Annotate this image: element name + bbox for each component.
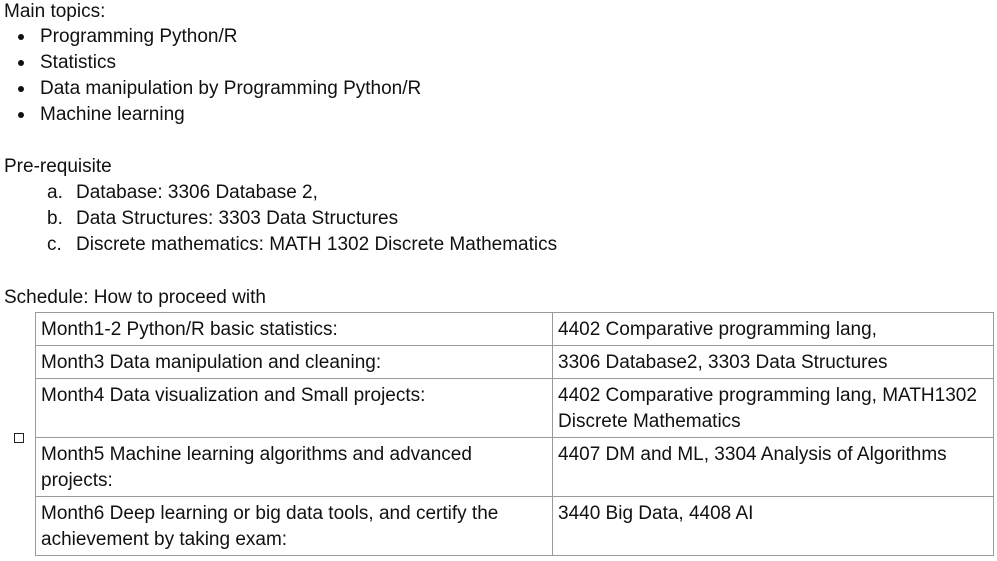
table-row bbox=[36, 313, 994, 346]
bullet-icon bbox=[18, 86, 24, 92]
table-row bbox=[36, 346, 994, 379]
prerequisite-label: Data Structures: 3303 Data Structures bbox=[76, 208, 399, 229]
schedule-courses-cell: 4407 DM and ML, 3304 Analysis of Algorithms bbox=[553, 438, 994, 497]
topic-label: Machine learning bbox=[40, 104, 185, 125]
list-marker: a. bbox=[47, 182, 63, 203]
prerequisite-label: Discrete mathematics: MATH 1302 Discrete Mathematics bbox=[76, 234, 558, 255]
schedule-topic-cell: Month4 Data visualization and Small projects: bbox=[36, 379, 553, 438]
bullet-icon bbox=[18, 60, 24, 66]
topic-label: Statistics bbox=[40, 52, 117, 73]
list-marker: b. bbox=[47, 208, 63, 229]
schedule-topic-cell: Month6 Deep learning or big data tools, and certify the achievement by taking exam: bbox=[36, 497, 553, 556]
prerequisite-heading: Pre-requisite bbox=[4, 156, 112, 177]
table-row bbox=[36, 438, 994, 497]
list-marker: c. bbox=[47, 234, 62, 255]
schedule-courses-cell: 4402 Comparative programming lang, bbox=[553, 313, 994, 346]
schedule-topic-cell: Month5 Machine learning algorithms and advanced projects: bbox=[36, 438, 553, 497]
bullet-icon bbox=[18, 112, 24, 118]
table-row bbox=[36, 379, 994, 438]
schedule-courses-cell: 3306 Database2, 3303 Data Structures bbox=[553, 346, 994, 379]
bullet-icon bbox=[18, 34, 24, 40]
schedule-topic-cell: Month3 Data manipulation and cleaning: bbox=[36, 346, 553, 379]
schedule-courses-cell: 3440 Big Data, 4408 AI bbox=[553, 497, 994, 556]
row-selector-checkbox[interactable] bbox=[14, 433, 24, 443]
main-topics-heading: Main topics: bbox=[4, 1, 106, 22]
schedule-table bbox=[35, 312, 994, 556]
schedule-courses-cell: 4402 Comparative programming lang, MATH1302 Discrete Mathematics bbox=[553, 379, 994, 438]
topic-label: Programming Python/R bbox=[40, 26, 238, 47]
schedule-heading: Schedule: How to proceed with bbox=[4, 287, 266, 308]
prerequisite-label: Database: 3306 Database 2, bbox=[76, 182, 318, 203]
schedule-topic-cell: Month1-2 Python/R basic statistics: bbox=[36, 313, 553, 346]
topic-label: Data manipulation by Programming Python/R bbox=[40, 78, 422, 99]
table-row bbox=[36, 497, 994, 556]
